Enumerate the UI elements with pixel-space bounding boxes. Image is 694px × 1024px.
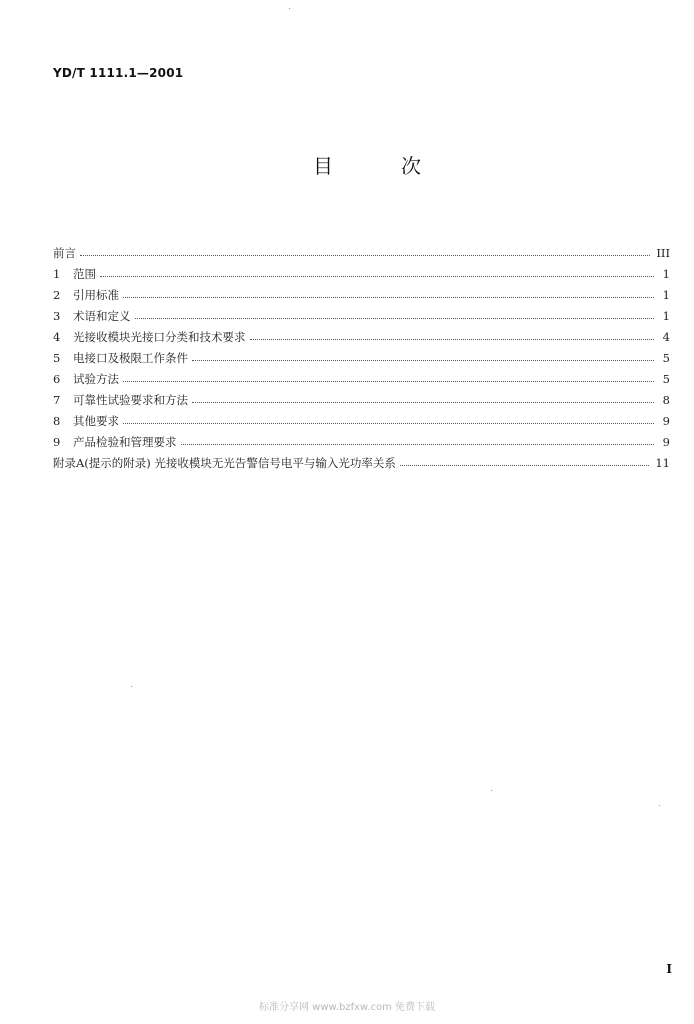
document-code: YD/T 1111.1—2001 [53, 66, 184, 80]
toc-entry-label: 电接口及极限工作条件 [73, 351, 188, 365]
toc-entry-page: 9 [662, 414, 670, 428]
toc-leader-dots [123, 381, 654, 382]
toc-entry-number: 8 [53, 414, 61, 428]
toc-leader-dots [123, 423, 654, 424]
toc-entry-2[interactable] [53, 285, 670, 306]
toc-entry-5[interactable] [53, 348, 670, 369]
scan-speck [491, 790, 492, 791]
toc-entry-label: 其他要求 [73, 414, 119, 428]
toc-entry-label: 附录A(提示的附录) 光接收模块无光告警信号电平与输入光功率关系 [53, 456, 396, 470]
toc-entry-page: 1 [662, 267, 670, 281]
toc-entry-3[interactable] [53, 306, 670, 327]
toc-entry-8[interactable] [53, 411, 670, 432]
toc-entry-foreword[interactable] [53, 243, 670, 264]
toc-leader-dots [250, 339, 655, 340]
toc-entry-label: 可靠性试验要求和方法 [73, 393, 188, 407]
page-number: I [666, 962, 672, 976]
scan-speck [131, 686, 132, 687]
scan-speck [289, 8, 290, 9]
toc-entry-label: 范围 [73, 267, 96, 281]
toc-leader-dots [181, 444, 655, 445]
toc-leader-dots [400, 465, 649, 466]
toc-leader-dots [192, 360, 654, 361]
table-of-contents [53, 243, 670, 474]
toc-entry-label: 术语和定义 [73, 309, 131, 323]
toc-entry-page: 5 [662, 372, 670, 386]
scan-speck [659, 805, 660, 806]
toc-entry-label: 试验方法 [73, 372, 119, 386]
toc-leader-dots [80, 255, 650, 256]
toc-entry-6[interactable] [53, 369, 670, 390]
toc-title-char-1: 目 [313, 154, 333, 178]
toc-entry-number: 6 [53, 372, 61, 386]
toc-entry-page: 4 [662, 330, 670, 344]
toc-entry-number: 2 [53, 288, 61, 302]
toc-entry-page: 1 [662, 288, 670, 302]
toc-entry-label: 前言 [53, 246, 76, 260]
toc-entry-page: 9 [662, 435, 670, 449]
toc-leader-dots [135, 318, 655, 319]
toc-entry-page: 1 [662, 309, 670, 323]
toc-entry-7[interactable] [53, 390, 670, 411]
toc-entry-appendix-a[interactable] [53, 453, 670, 474]
toc-entry-label: 光接收模块光接口分类和技术要求 [73, 330, 246, 344]
toc-entry-number: 5 [53, 351, 61, 365]
toc-entry-9[interactable] [53, 432, 670, 453]
toc-entry-page: 5 [662, 351, 670, 365]
toc-entry-page: 8 [662, 393, 670, 407]
watermark: 标准分享网 www.bzfxw.com 免费下载 [259, 1002, 435, 1013]
toc-entry-number: 9 [53, 435, 61, 449]
toc-entry-page: 11 [655, 456, 670, 470]
toc-entry-label: 引用标准 [73, 288, 119, 302]
toc-entry-page: III [656, 246, 670, 260]
toc-entry-number: 1 [53, 267, 61, 281]
toc-leader-dots [192, 402, 654, 403]
toc-title-char-2: 次 [401, 154, 421, 178]
toc-entry-1[interactable] [53, 264, 670, 285]
toc-leader-dots [123, 297, 654, 298]
toc-leader-dots [100, 276, 654, 277]
toc-entry-number: 4 [53, 330, 61, 344]
toc-entry-label: 产品检验和管理要求 [73, 435, 177, 449]
toc-entry-number: 7 [53, 393, 61, 407]
toc-entry-4[interactable] [53, 327, 670, 348]
toc-entry-number: 3 [53, 309, 61, 323]
